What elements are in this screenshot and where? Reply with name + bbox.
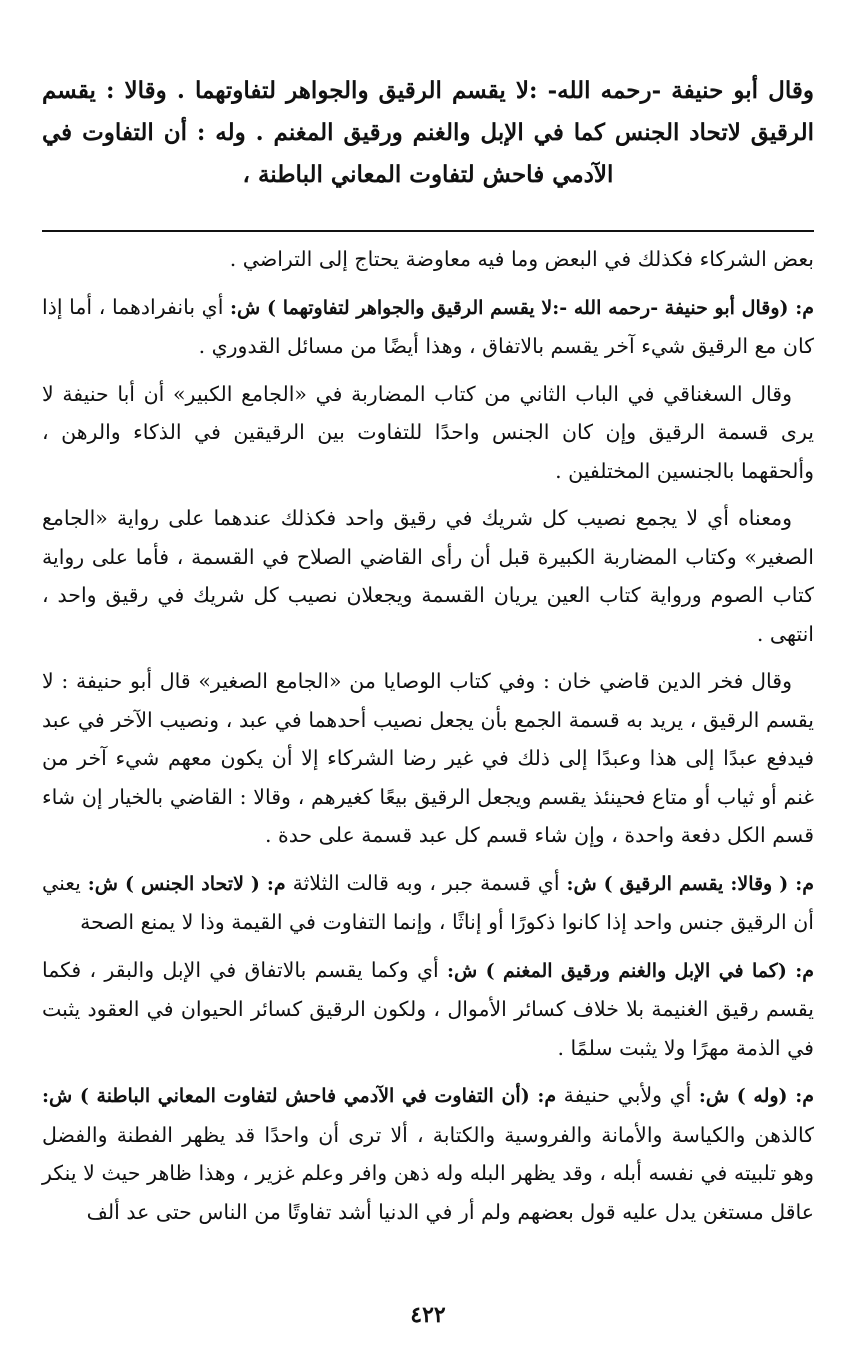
- commentary: [42, 240, 814, 1231]
- commentary-text: أي ولأبي حنيفة: [556, 1083, 699, 1107]
- commentary-text: أي بانفرادهما ، أما إذا كان مع الرقيق شيء آخر يقسم بالاتفاق ، وهذا أيضًا من مسائل القدوري .: [42, 294, 814, 358]
- matn-quote: م: ( وقالا: يقسم الرقيق ) ش:: [566, 872, 815, 895]
- matn-text: وقال أبو حنيفة -رحمه الله- :لا يقسم الرقيق والجواهر لتفاوتهما . وقالا : يقسم الرقيق لاتحاد الجنس كما في الإبل والغنم ورقيق المغنم . وله : أن التفاوت في الآدمي فاحش لتفاوت المعاني الباطنة ،: [42, 77, 814, 188]
- commentary-text: يعني أن الرقيق جنس واحد إذا كانوا ذكورًا أو إناثًا ، وإنما التفاوت في القيمة وذا لا يمنع الصحة: [42, 870, 814, 934]
- commentary-text: كالذهن والكياسة والأمانة والفروسية والكتابة ، ألا ترى أن واحدًا قد يظهر الفطنة والفضل وهو تلبيته في نفسه أبله ، وقد يظهر البله وله ذهن وافر وعلم غزير ، وهذا ظاهر حيث لا ينكر عاقل مستغن يدل عليه قول بعضهم ولم أر في الدنيا أشد تفاوتًا من الناس حتى عد ألف: [42, 1122, 814, 1224]
- commentary-paragraph-4: ومعناه أي لا يجمع نصيب كل شريك في رقيق واحد فكذلك عندهما على رواية «الجامع الصغير» وكتاب المضاربة الكبيرة قبل أن رأى القاضي الصلاح في القسمة ، فأما على رواية كتاب الصوم ورواية كتاب العين يريان القسمة ويجعلان نصيب كل شريك في رقيق واحد ، انتهى .: [42, 506, 814, 646]
- matn-quote: م: (وقال أبو حنيفة -رحمه الله -:لا يقسم الرقيق والجواهر لتفاوتهما ) ش:: [230, 296, 815, 319]
- commentary-paragraph-6: [42, 864, 814, 942]
- commentary-paragraph-5: وقال فخر الدين قاضي خان : وفي كتاب الوصايا من «الجامع الصغير» قال أبو حنيفة : لا يقسم الرقيق ، يريد به قسمة الجمع بأن يجعل نصيب أحدهما في عبد ، ونصيب الآخر في عبد فيدفع عبدًا إلى هذا وعبدًا إلى ذلك في غير رضا الشركاء إلا أن يكون معهم شيء آخر من غنم أو ثياب أو متاع فحينئذ يقسم ويجعل الرقيق بيعًا كغيرهم ، وقالا : القاضي بالخيار إن شاء قسم الكل دفعة واحدة ، وإن شاء قسم كل عبد قسمة على حدة .: [42, 669, 814, 847]
- commentary-text: أي وكما يقسم بالاتفاق في الإبل والبقر ، فكما يقسم رقيق الغنيمة بلا خلاف كسائر الأموال ، ولكون الرقيق كسائر الحيوان في العقود يثبت في الذمة مهرًا ولا يثبت سلمًا .: [42, 957, 814, 1060]
- commentary-paragraph-2: [42, 288, 814, 366]
- matn-quote: م: (وله ) ش:: [698, 1085, 814, 1107]
- commentary-paragraph-7: [42, 951, 814, 1068]
- matn-quote: م: (أن التفاوت في الآدمي فاحش لتفاوت المعاني الباطنة ) ش:: [42, 1085, 557, 1107]
- page-number: ٤٢٢: [410, 1302, 446, 1328]
- commentary-paragraph-8: [42, 1076, 814, 1231]
- commentary-text: أي قسمة جبر ، وبه قالت الثلاثة: [285, 870, 567, 895]
- commentary-paragraph-1: بعض الشركاء فكذلك في البعض وما فيه معاوضة يحتاج إلى التراضي .: [229, 247, 814, 271]
- matn-quote: م: (كما في الإبل والغنم ورقيق المغنم ) ش:: [447, 959, 814, 982]
- matn-quote: م: ( لاتحاد الجنس ) ش:: [87, 872, 286, 895]
- separator-rule: [42, 230, 814, 232]
- commentary-paragraph-3: وقال السغناقي في الباب الثاني من كتاب المضاربة في «الجامع الكبير» أن أبا حنيفة لا يرى قسمة الرقيق وإن كان الجنس واحدًا للتفاوت بين الرقيقين في الذكاء والرهن ، وألحقهما بالجنسين المختلفين .: [42, 381, 814, 483]
